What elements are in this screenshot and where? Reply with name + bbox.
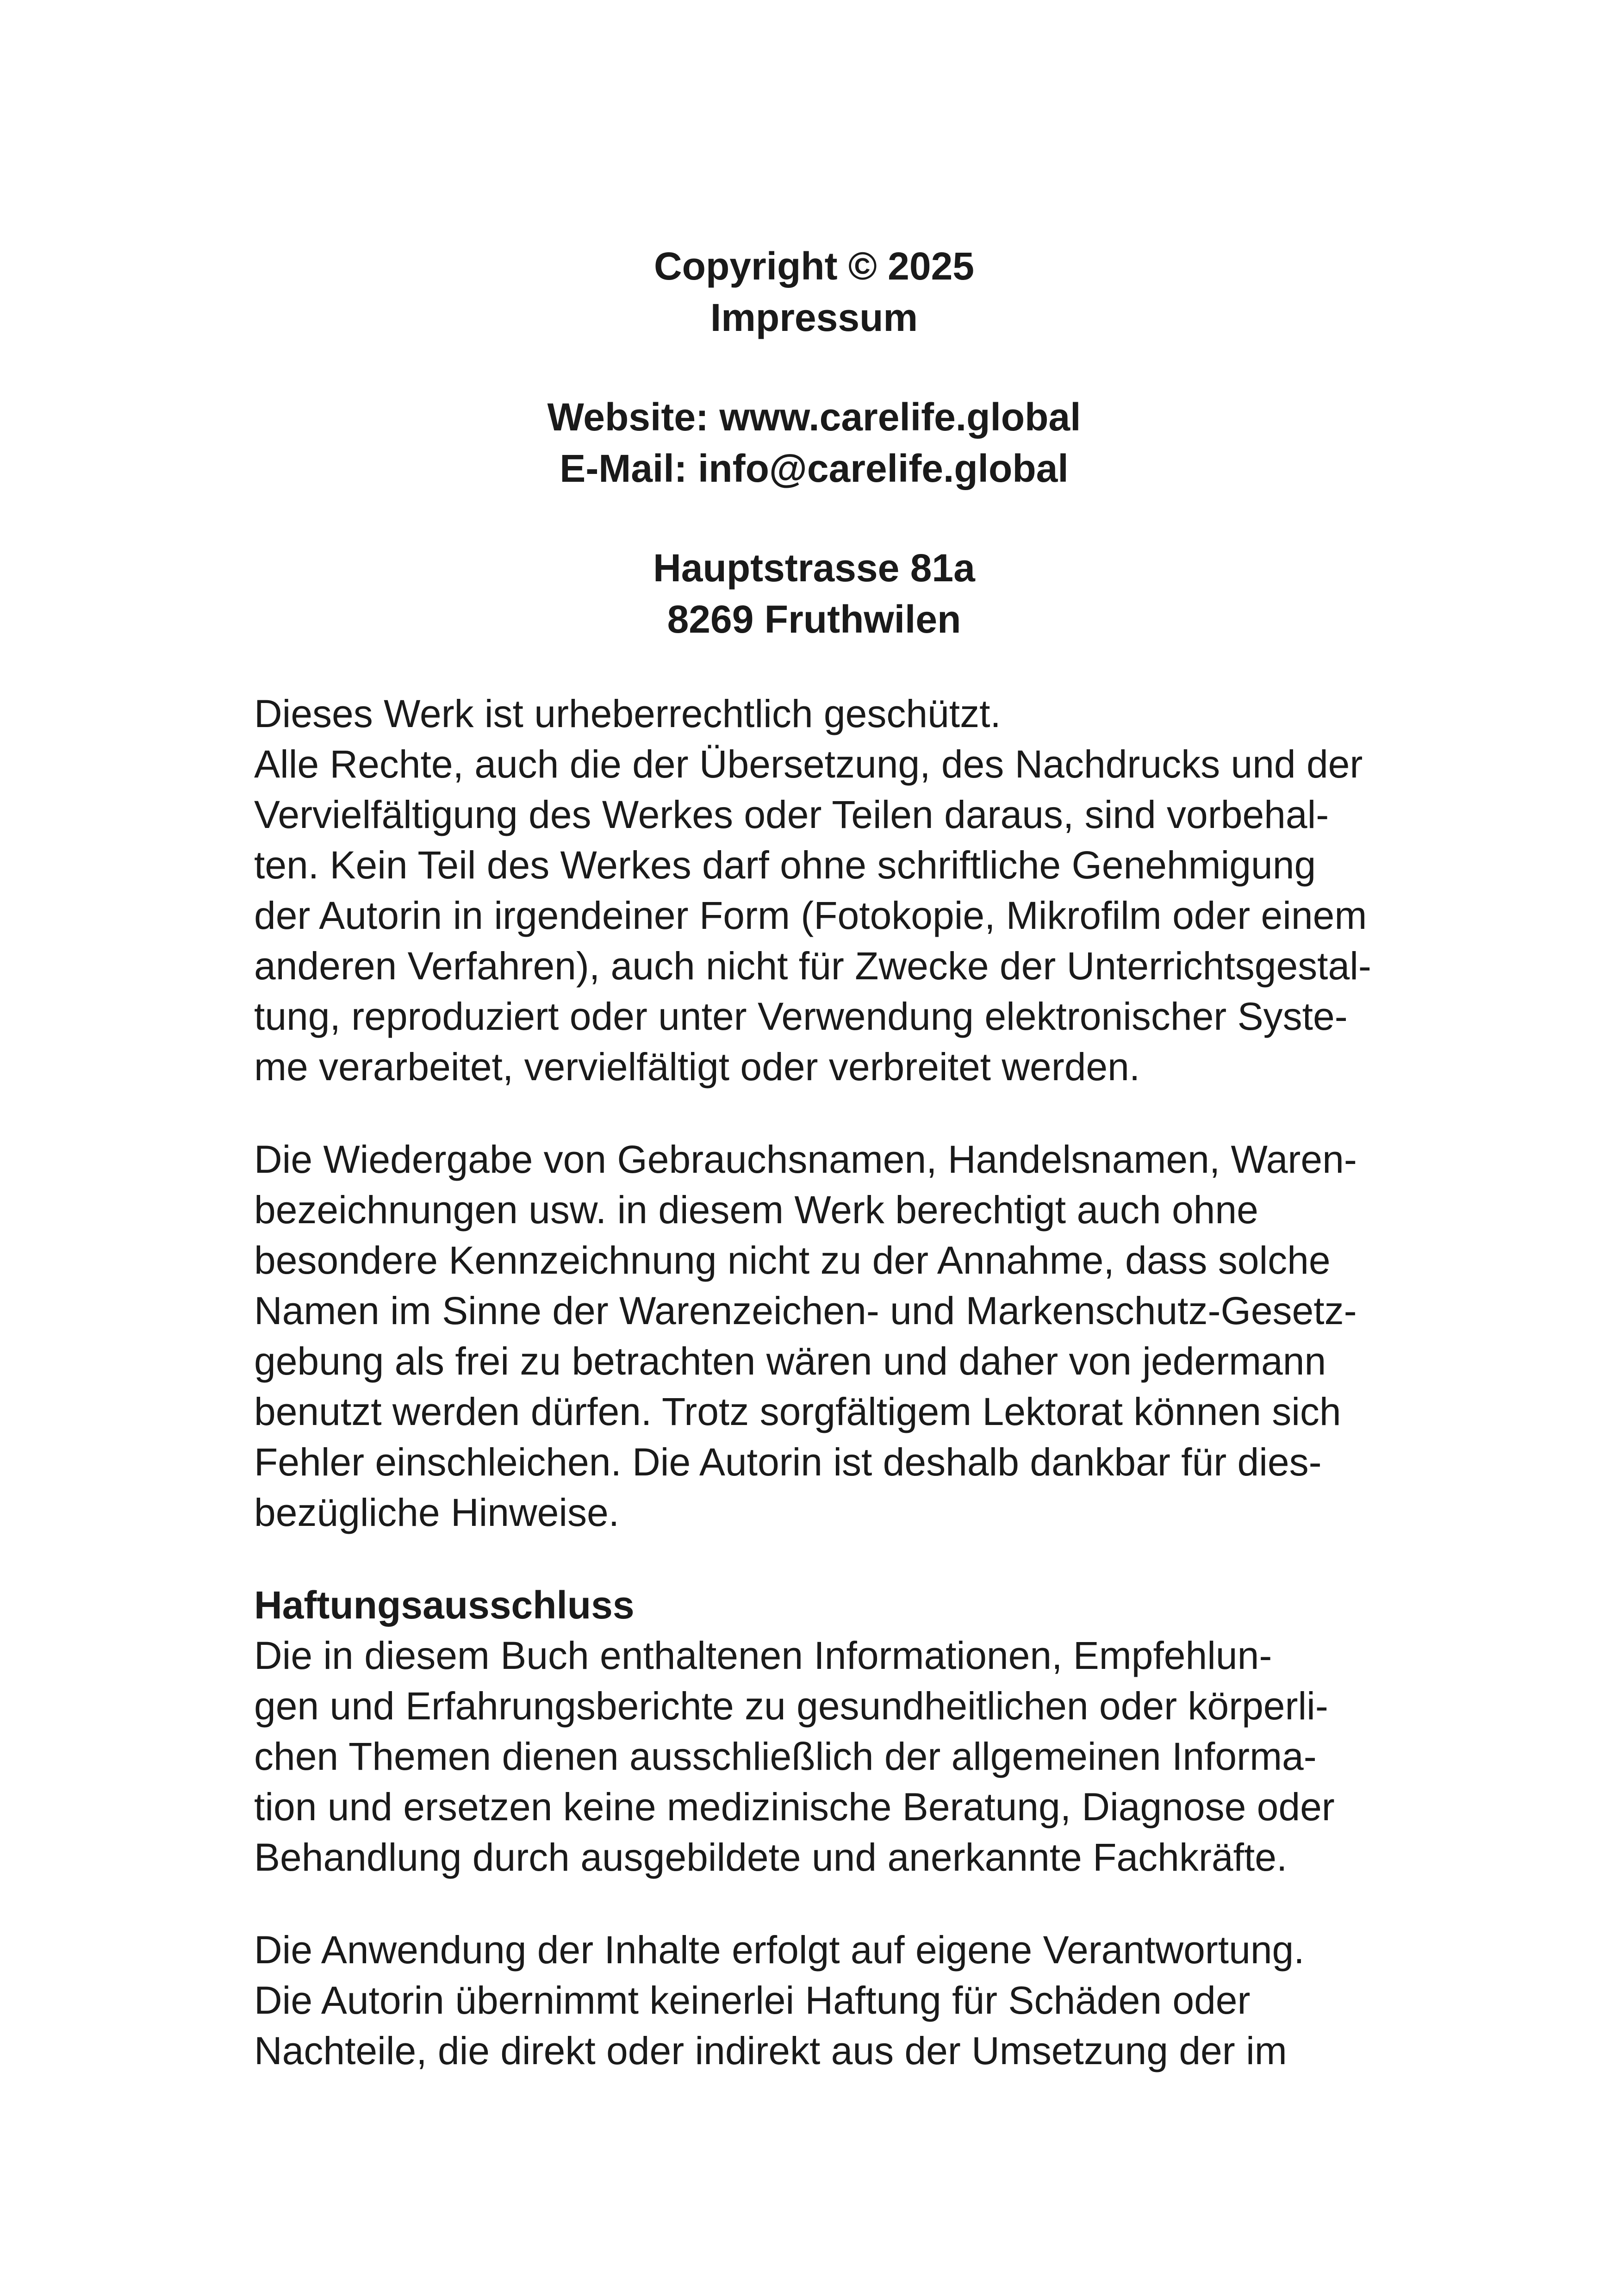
paragraph-line: Die Autorin übernimmt keinerlei Haftung für Schäden oder bbox=[254, 1979, 1251, 2022]
paragraph-line: gen und Erfahrungsberichte zu gesundheitlichen oder körperli- bbox=[254, 1684, 1328, 1728]
website-line: Website: www.carelife.global bbox=[547, 395, 1081, 439]
paragraph-line: tion und ersetzen keine medizinische Beratung, Diagnose oder bbox=[254, 1785, 1335, 1829]
disclaimer-paragraph bbox=[254, 1580, 1374, 1883]
copyright-line: Copyright © 2025 bbox=[653, 244, 975, 288]
page bbox=[254, 241, 1374, 2076]
email-line: E-Mail: info@carelife.global bbox=[560, 447, 1069, 490]
paragraph-line: Vervielfältigung des Werkes oder Teilen daraus, sind vorbehal- bbox=[254, 793, 1329, 836]
paragraph-line: bezügliche Hinweise. bbox=[254, 1491, 620, 1534]
paragraph-line: Namen im Sinne der Warenzeichen- und Markenschutz-Gesetz- bbox=[254, 1289, 1357, 1332]
paragraph-line: ten. Kein Teil des Werkes darf ohne schriftliche Genehmigung bbox=[254, 843, 1316, 887]
contact-block bbox=[254, 392, 1374, 494]
paragraph-line: Nachteile, die direkt oder indirekt aus der Umsetzung der im bbox=[254, 2029, 1287, 2072]
address-street: Hauptstrasse 81a bbox=[653, 546, 975, 590]
paragraph-line: Die Wiedergabe von Gebrauchsnamen, Handelsnamen, Waren- bbox=[254, 1138, 1357, 1181]
paragraph-line: gebung als frei zu betrachten wären und daher von jedermann bbox=[254, 1339, 1326, 1383]
address-block bbox=[254, 542, 1374, 645]
paragraph-line: Die in diesem Buch enthaltenen Informationen, Empfehlun- bbox=[254, 1634, 1272, 1677]
paragraph-line: besondere Kennzeichnung nicht zu der Annahme, dass solche bbox=[254, 1238, 1331, 1282]
paragraph-line: tung, reproduziert oder unter Verwendung elektronischer Syste- bbox=[254, 995, 1348, 1038]
title-block bbox=[254, 241, 1374, 343]
paragraph-line: Fehler einschleichen. Die Autorin ist deshalb dankbar für dies- bbox=[254, 1440, 1322, 1484]
paragraph-line: chen Themen dienen ausschließlich der allgemeinen Informa- bbox=[254, 1735, 1317, 1778]
copyright-paragraph bbox=[254, 689, 1374, 1092]
page-title: Impressum bbox=[710, 296, 918, 339]
paragraph-line: me verarbeitet, vervielfältigt oder verbreitet werden. bbox=[254, 1045, 1140, 1089]
paragraph-line: Alle Rechte, auch die der Übersetzung, des Nachdrucks und der bbox=[254, 742, 1363, 786]
paragraph-line: Die Anwendung der Inhalte erfolgt auf eigene Verantwortung. bbox=[254, 1928, 1305, 1972]
disclaimer-heading: Haftungsausschluss bbox=[254, 1583, 635, 1627]
paragraph-line: Behandlung durch ausgebildete und anerkannte Fachkräfte. bbox=[254, 1836, 1288, 1879]
address-city: 8269 Fruthwilen bbox=[667, 597, 961, 641]
paragraph-line: benutzt werden dürfen. Trotz sorgfältigem Lektorat können sich bbox=[254, 1390, 1341, 1433]
paragraph-line: anderen Verfahren), auch nicht für Zwecke der Unterrichtsgestal- bbox=[254, 944, 1371, 988]
liability-paragraph bbox=[254, 1925, 1374, 2076]
paragraph-line: bezeichnungen usw. in diesem Werk berechtigt auch ohne bbox=[254, 1188, 1258, 1232]
paragraph-line: der Autorin in irgendeiner Form (Fotokopie, Mikrofilm oder einem bbox=[254, 894, 1367, 937]
trademark-paragraph bbox=[254, 1134, 1374, 1538]
paragraph-line: Dieses Werk ist urheberrechtlich geschützt. bbox=[254, 692, 1001, 735]
